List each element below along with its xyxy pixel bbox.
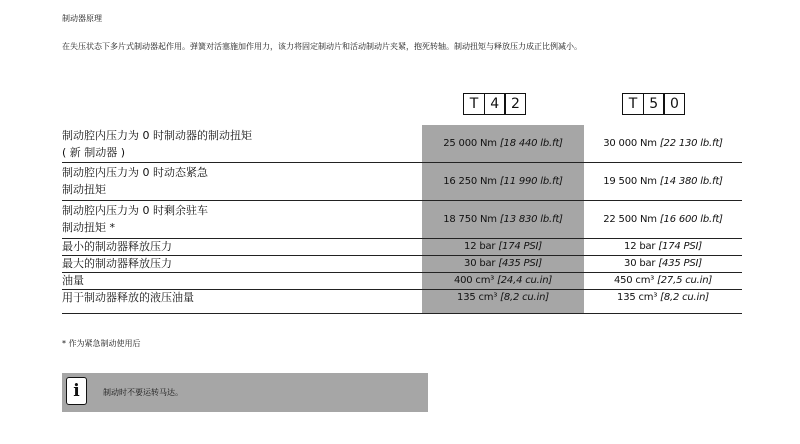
t42-unit: [18 440 lb.ft] xyxy=(499,138,563,149)
t42-value-cell xyxy=(422,176,584,187)
row-label: 制动腔内压力为 0 时制动器的制动扭矩 ( 新 制动器 ) xyxy=(62,128,252,159)
t42-value-cell xyxy=(422,214,584,225)
t42-value-cell xyxy=(422,275,584,286)
table-row xyxy=(62,162,742,200)
model-char: 4 xyxy=(484,93,506,115)
table-row xyxy=(62,125,742,162)
t42-value-cell xyxy=(422,138,584,149)
t42-value: 135 cm³ xyxy=(457,292,498,303)
row-divider xyxy=(62,162,742,163)
t50-value: 12 bar xyxy=(624,241,656,252)
table-row xyxy=(62,255,742,272)
row-label: 制动腔内压力为 0 时动态紧急 制动扭矩 xyxy=(62,166,208,196)
t42-value-cell xyxy=(422,292,584,303)
t42-value: 400 cm³ xyxy=(453,275,495,286)
t50-value: 19 500 Nm xyxy=(603,175,657,187)
t50-value-cell xyxy=(584,176,742,187)
page-title: 制动器原理 xyxy=(62,14,102,23)
t50-value-cell xyxy=(584,138,742,149)
row-divider xyxy=(62,272,742,273)
model-char: T xyxy=(622,93,644,115)
table-row xyxy=(62,200,742,238)
t42-value: 25 000 Nm xyxy=(443,138,497,149)
model-t50-header xyxy=(622,93,684,115)
t50-unit: [27,5 cu.in] xyxy=(657,275,713,286)
row-label: 制动腔内压力为 0 时剩余驻车 制动扭矩 * xyxy=(62,204,208,234)
row-divider xyxy=(62,200,742,201)
row-divider xyxy=(62,238,742,239)
row-divider xyxy=(62,289,742,290)
t42-value: 12 bar xyxy=(464,241,496,252)
t50-unit: [435 PSI] xyxy=(658,258,702,269)
t50-unit: [16 600 lb.ft] xyxy=(659,213,723,225)
t50-value: 30 000 Nm xyxy=(603,138,657,149)
t50-value: 450 cm³ xyxy=(613,275,655,286)
t42-unit: [24,4 cu.in] xyxy=(497,275,553,286)
row-divider xyxy=(62,255,742,256)
t50-value: 30 bar xyxy=(624,258,656,269)
table-row xyxy=(62,238,742,255)
note-text: 制动时不要运转马达。 xyxy=(103,388,183,397)
model-char: T xyxy=(463,93,485,115)
note-box xyxy=(62,373,428,412)
row-label: 最小的制动器释放压力 xyxy=(62,240,172,253)
table-row xyxy=(62,289,742,306)
table-row xyxy=(62,272,742,289)
t50-unit: [174 PSI] xyxy=(658,241,702,252)
t42-unit: [11 990 lb.ft] xyxy=(499,175,563,187)
model-char: 5 xyxy=(643,93,665,115)
t50-value-cell xyxy=(584,258,742,269)
t50-value-cell xyxy=(584,214,742,225)
row-label: 最大的制动器释放压力 xyxy=(62,257,172,270)
t42-unit: [174 PSI] xyxy=(498,241,542,252)
t50-unit: [8,2 cu.in] xyxy=(660,292,709,303)
t50-unit: [22 130 lb.ft] xyxy=(659,138,723,149)
t42-value: 16 250 Nm xyxy=(443,175,497,187)
t50-value-cell xyxy=(584,292,742,303)
t42-value: 18 750 Nm xyxy=(443,213,497,225)
row-divider xyxy=(62,313,742,314)
model-char: 2 xyxy=(504,93,526,115)
t42-value-cell xyxy=(422,241,584,252)
t50-value: 22 500 Nm xyxy=(603,213,657,225)
t50-value-cell xyxy=(584,275,742,286)
intro-paragraph: 在失压状态下多片式制动器起作用。弹簧对活塞施加作用力，该力将固定制动片和活动制动片夹紧，抱死转轴。制动扭矩与释放压力成正比例减小。 xyxy=(62,42,582,51)
row-label: 用于制动器释放的液压油量 xyxy=(62,291,194,304)
footnote: * 作为紧急制动使用后 xyxy=(62,339,141,348)
model-t42-header xyxy=(463,93,525,115)
t42-value-cell xyxy=(422,258,584,269)
t50-unit: [14 380 lb.ft] xyxy=(659,175,723,187)
t42-unit: [13 830 lb.ft] xyxy=(499,213,563,225)
info-icon: i xyxy=(66,377,87,405)
t42-unit: [435 PSI] xyxy=(498,258,542,269)
t50-value-cell xyxy=(584,241,742,252)
t50-value: 135 cm³ xyxy=(617,292,658,303)
model-char: 0 xyxy=(663,93,685,115)
t42-unit: [8,2 cu.in] xyxy=(500,292,549,303)
t42-value: 30 bar xyxy=(464,258,496,269)
row-label: 油量 xyxy=(62,274,84,287)
